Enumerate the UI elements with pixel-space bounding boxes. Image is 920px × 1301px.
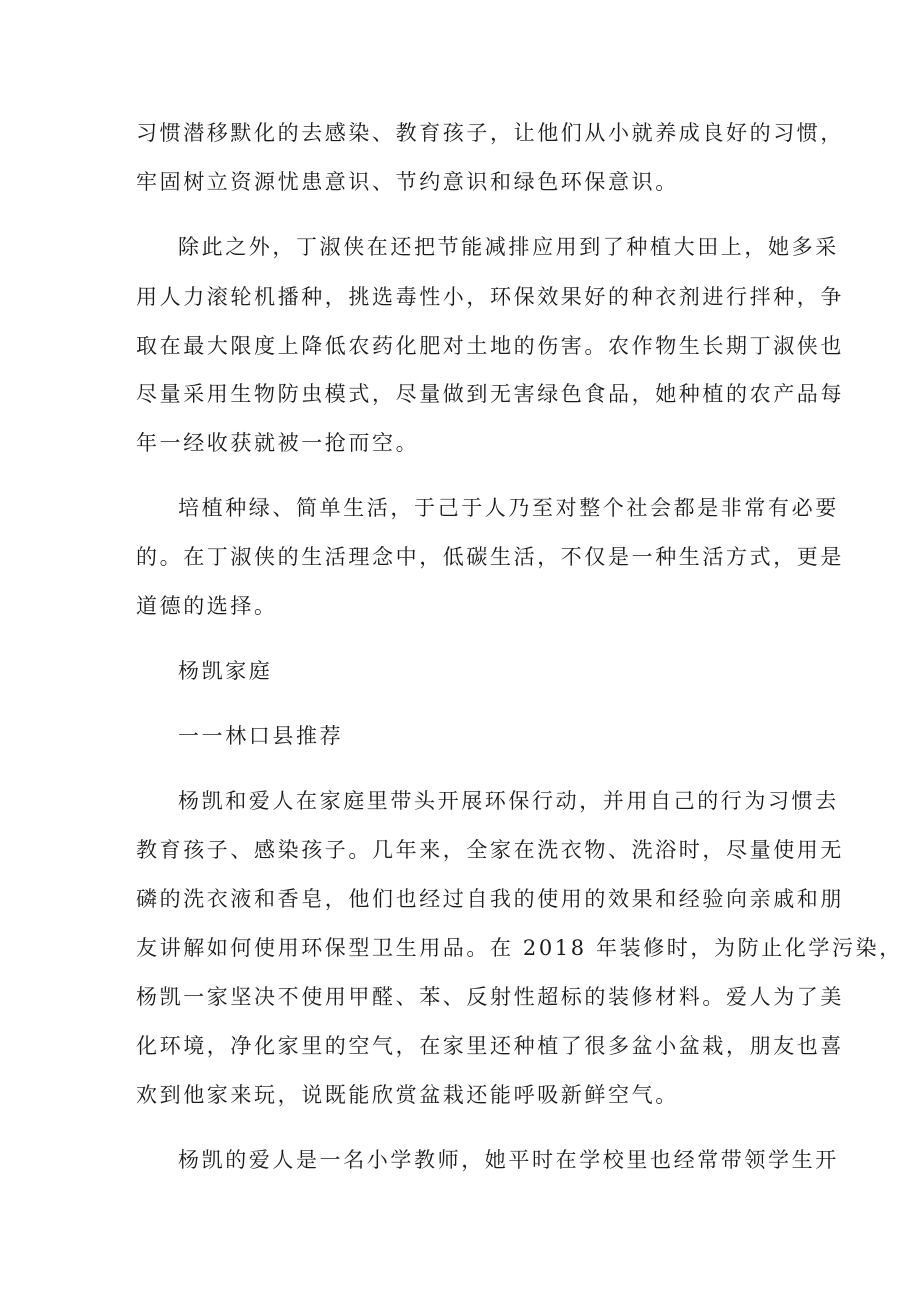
section-title: 杨凯家庭 — [178, 659, 273, 683]
paragraph-1-line-2: 牢固树立资源忧患意识、节约意识和绿色环保意识。 — [136, 170, 679, 194]
paragraph-3-line-2: 的。在丁淑侠的生活理念中，低碳生活，不仅是一种生活方式，更是 — [136, 545, 844, 569]
paragraph-2-line-5: 年一经收获就被一抢而空。 — [136, 431, 420, 455]
paragraph-2-line-2: 用人力滚轮机播种，挑选毒性小，环保效果好的种衣剂进行拌种，争 — [136, 285, 844, 309]
paragraph-3-line-1: 培植种绿、简单生活，于己于人乃至对整个社会都是非常有必要 — [178, 496, 839, 520]
section-subtitle: 一一林口县推荐 — [178, 724, 344, 748]
paragraph-4-line-7: 欢到他家来玩，说既能欣赏盆栽还能呼吸新鲜空气。 — [136, 1083, 679, 1107]
paragraph-4-line-1: 杨凯和爱人在家庭里带头开展环保行动，并用自己的行为习惯去 — [178, 789, 839, 813]
paragraph-2-line-1: 除此之外，丁淑侠在还把节能减排应用到了种植大田上，她多采 — [178, 235, 839, 259]
paragraph-2-line-4: 尽量采用生物防虫模式，尽量做到无害绿色食品，她种植的农产品每 — [136, 382, 844, 406]
paragraph-4-line-3: 磷的洗衣液和香皂，他们也经过自我的使用的效果和经验向亲戚和朋 — [136, 887, 844, 911]
paragraph-4-line-2: 教育孩子、感染孩子。几年来，全家在洗衣物、洗浴时，尽量使用无 — [136, 838, 844, 862]
paragraph-4-line-4: 友讲解如何使用环保型卫生用品。在 2018 年装修时，为防止化学污染， — [136, 936, 903, 960]
paragraph-2-line-3: 取在最大限度上降低农药化肥对土地的伤害。农作物生长期丁淑侠也 — [136, 334, 844, 358]
paragraph-4-line-5: 杨凯一家坚决不使用甲醛、苯、反射性超标的装修材料。爱人为了美 — [136, 985, 844, 1009]
paragraph-3-line-3: 道德的选择。 — [136, 594, 278, 618]
paragraph-5-line-1: 杨凯的爱人是一名小学教师，她平时在学校里也经常带领学生开 — [178, 1148, 839, 1172]
paragraph-4-line-6: 化环境，净化家里的空气，在家里还种植了很多盆小盆栽，朋友也喜 — [136, 1034, 844, 1058]
paragraph-1-line-1: 习惯潜移默化的去感染、教育孩子，让他们从小就养成良好的习惯， — [136, 121, 844, 145]
